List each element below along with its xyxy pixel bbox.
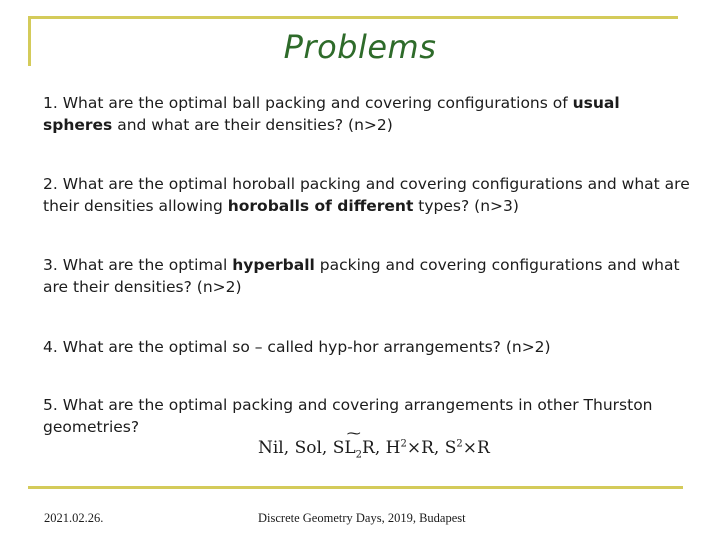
problem-1-bold: usual spheres [43,94,620,134]
problem-3-text-b: packing and covering configurations and what are their densities? (n>2) [43,256,680,296]
h-rest: ×R, [406,438,440,458]
footer-event: Discrete Geometry Days, 2019, Budapest [258,511,466,525]
problem-2-bold: horoballs of different [227,197,414,215]
footer-date: 2021.02.26. [44,511,104,525]
tilde-accent-icon: ⁓ [346,426,361,442]
geometry-sl2r [332,426,381,461]
sl-r: R, [362,438,381,458]
problem-3-bold: hyperball [232,256,315,274]
s-main: S [444,438,457,458]
problem-4-text: 4. What are the optimal so – called hyp-hor arrangements? (n>2) [43,338,551,356]
sl-sub: 2 [355,449,363,461]
geometry-h2xr [386,438,440,458]
problem-3-text-a: 3. What are the optimal [43,256,233,274]
problem-5-text: 5. What are the optimal packing and covering arrangements in other Thurston geometries? [43,396,653,436]
problem-item-3 [43,254,693,298]
geometry-s2xr [445,438,490,458]
problem-item-2 [43,173,693,217]
sl-main: SL [332,438,356,458]
problem-1-text-b: and what are their densities? (n>2) [112,116,393,134]
top-border-line [28,16,678,19]
problem-1-text-a: 1. What are the optimal ball packing and covering configurations of [43,94,573,112]
problem-item-1 [43,92,693,136]
geometry-sol: Sol, [294,438,328,458]
problem-2-text-a: 2. What are the optimal horoball packing and covering configurations and what are their densities allowing [43,175,690,215]
s-rest: ×R [462,438,490,458]
problem-item-4 [43,336,693,358]
thurston-geometries-formula [258,426,490,461]
h-main: H [385,438,401,458]
bottom-border-line [28,486,683,489]
slide-title: Problems [283,28,437,66]
s-sup: 2 [456,438,463,450]
h-sup: 2 [400,438,407,450]
geometry-nil: Nil, [258,438,290,458]
problem-2-text-b: types? (n>3) [413,197,519,215]
